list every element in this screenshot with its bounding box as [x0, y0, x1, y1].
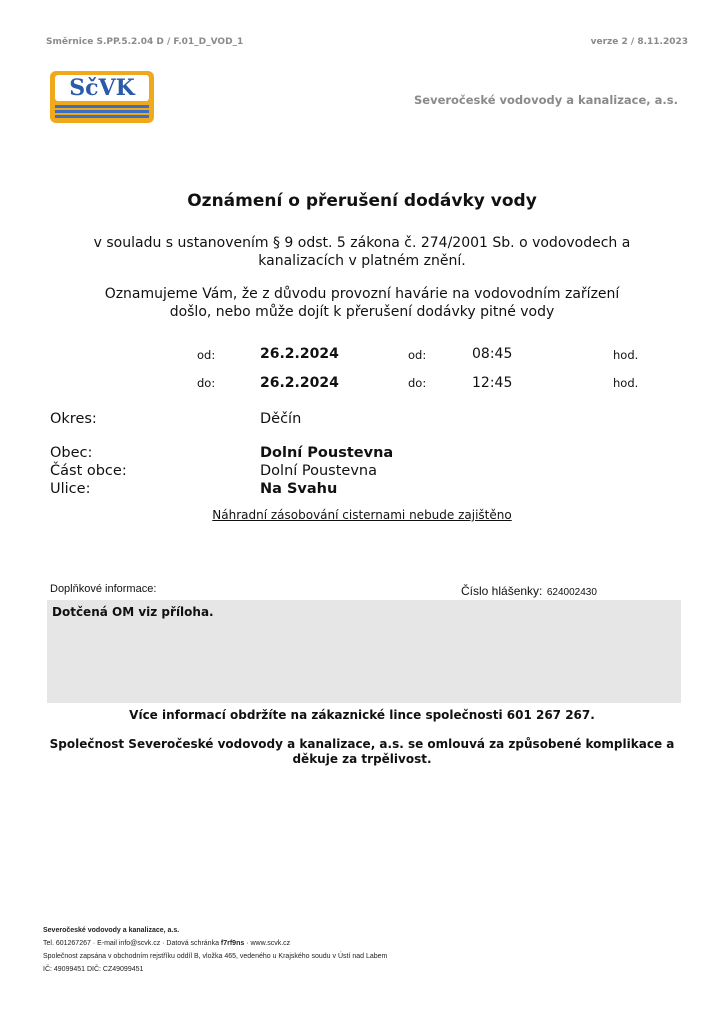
directive-code: Směrnice S.PP.5.2.04 D / F.01_D_VOD_1: [46, 37, 244, 47]
municipality-value: Dolní Poustevna: [260, 445, 394, 461]
apology: [0, 737, 724, 767]
additional-info-text: Dotčená OM viz příloha.: [52, 605, 214, 619]
logo-stripe: [55, 110, 149, 113]
from-unit: hod.: [613, 348, 639, 362]
apology-line-2: děkuje za trpělivost.: [292, 752, 432, 766]
part-value: Dolní Poustevna: [260, 463, 377, 479]
scvk-logo: [50, 71, 154, 123]
from-time: 08:45: [472, 346, 513, 362]
notice-title: Oznámení o přerušení dodávky vody: [187, 191, 537, 211]
logo-text: SčVK: [55, 75, 149, 101]
company-name: Severočeské vodovody a kanalizace, a.s.: [413, 93, 678, 107]
to-time: 12:45: [472, 375, 513, 391]
footer-contact-prefix: Tel. 601267267 · E-mail info@scvk.cz · Datová schránka: [43, 940, 221, 947]
report-number: 624002430: [546, 587, 597, 598]
from-date: 26.2.2024: [260, 346, 339, 362]
from-date-label: od:: [197, 348, 216, 362]
report-number-group: [461, 582, 597, 600]
intro-line-2: došlo, nebo může dojít k přerušení dodávky pitné vody: [169, 304, 555, 320]
footer: [43, 924, 387, 976]
to-unit: hod.: [613, 376, 639, 390]
from-time-label: od:: [408, 348, 427, 362]
municipality-label: Obec:: [50, 445, 93, 461]
to-date: 26.2.2024: [260, 375, 339, 391]
apology-line-1: Společnost Severočeské vodovody a kanalizace, a.s. se omlouvá za způsobené komplikace a: [49, 737, 675, 751]
report-number-label: Číslo hlášenky:: [461, 584, 543, 598]
legal-line-1: v souladu s ustanovením § 9 odst. 5 zákona č. 274/2001 Sb. o vodovodech a: [93, 235, 631, 251]
supply-note: Náhradní zásobování cisternami nebude zajištěno: [212, 508, 512, 522]
footer-contact: [43, 937, 387, 950]
footer-databox: f7rf9ns: [220, 940, 245, 947]
version-info: verze 2 / 8.11.2023: [590, 37, 688, 47]
contact-info-line: Více informací obdržíte na zákaznické lince společnosti 601 267 267.: [129, 708, 595, 722]
to-date-label: do:: [197, 376, 216, 390]
additional-info-label: Doplňkové informace:: [50, 583, 157, 595]
footer-ids: IČ: 49099451 DIČ: CZ49099451: [43, 966, 144, 973]
street-label: Ulice:: [50, 481, 91, 497]
part-label: Část obce:: [50, 463, 127, 479]
footer-contact-suffix: · www.scvk.cz: [244, 940, 291, 947]
legal-line-2: kanalizacích v platném znění.: [258, 253, 466, 269]
additional-info-box: [47, 600, 681, 703]
to-time-label: do:: [408, 376, 427, 390]
footer-company: Severočeské vodovody a kanalizace, a.s.: [43, 927, 180, 934]
district-value: Děčín: [260, 411, 302, 427]
street-value: Na Svahu: [260, 481, 338, 497]
logo-stripe: [55, 105, 149, 108]
intro-line-1: Oznamujeme Vám, že z důvodu provozní havárie na vodovodním zařízení: [104, 286, 620, 302]
district-label: Okres:: [50, 411, 97, 427]
footer-registration: Společnost zapsána v obchodním rejstříku oddíl B, vložka 465, vedeného u Krajského soudu v Ústí nad Labem: [43, 953, 388, 960]
logo-stripe: [55, 115, 149, 118]
